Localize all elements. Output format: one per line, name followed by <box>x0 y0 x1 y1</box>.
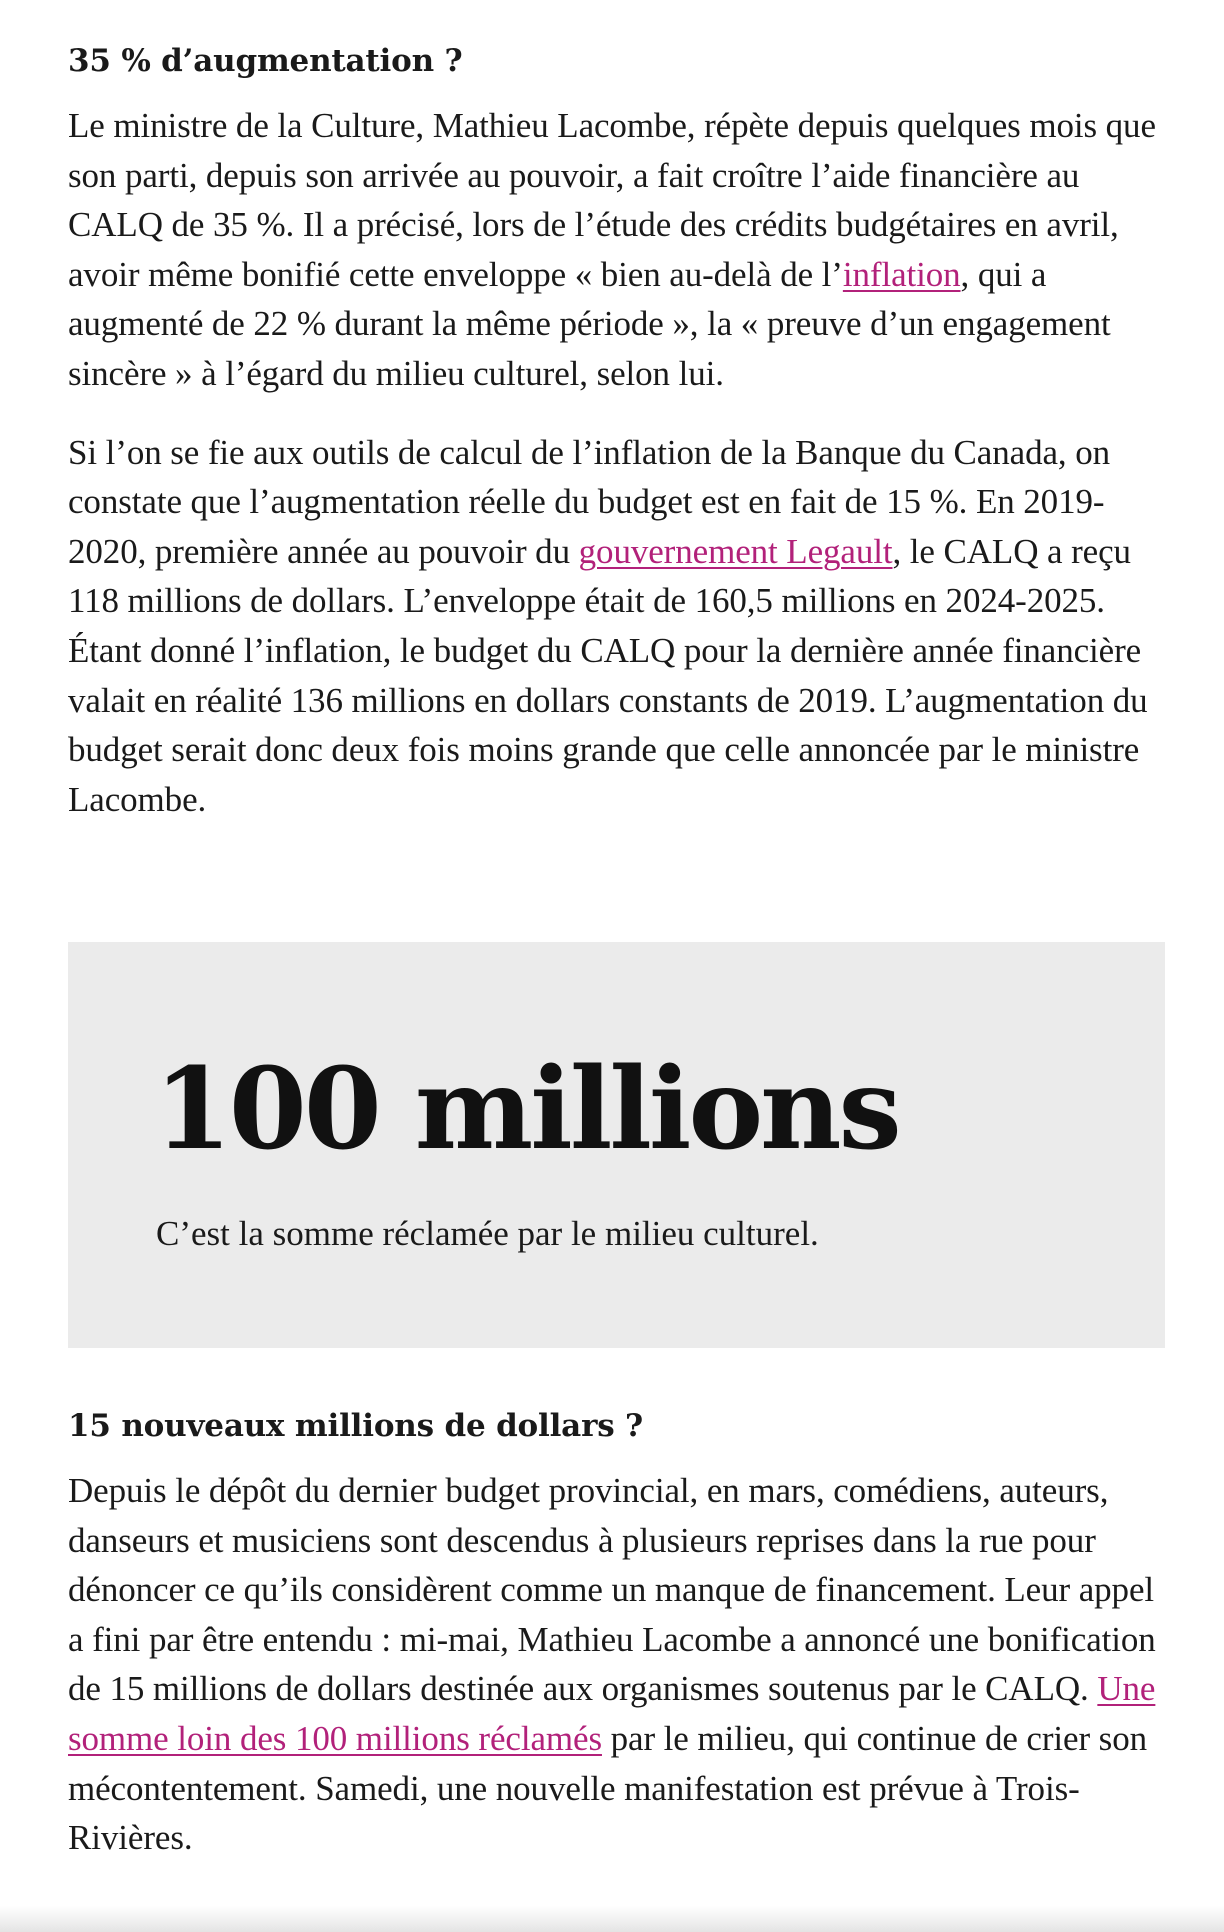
section-heading: 15 nouveaux millions de dollars ? <box>68 1408 644 1444</box>
inflation-link[interactable]: inflation <box>842 254 961 294</box>
article-section-2 <box>68 1395 1165 1863</box>
article-paragraph <box>68 1466 1165 1863</box>
paragraph-text: Depuis le dépôt du dernier budget provincial, en mars, comédiens, auteurs, danseurs et musiciens sont descendus à plusieurs reprises dans la rue pour dénoncer ce qu’ils considèrent comme un manque de financement. Leur appel a fini par être entendu : mi-mai, Mathieu Lacombe a annoncé une bonification de 15 millions de dollars destinée aux organismes soutenus par le CALQ. <box>68 1471 1156 1709</box>
stat-number: 100 millions <box>154 1044 899 1175</box>
paragraph-text: Si l’on se fie aux outils de calcul de l’inflation de la Banque du Canada, on constate que l’augmentation réelle du budget est en fait de 15 %. En 2019-2020, première année au pouvoir du <box>68 432 1111 571</box>
paragraph-text: par le milieu, qui continue de crier son mécontentement. Samedi, une nouvelle manifestation est prévue à Trois-Rivières. <box>68 1718 1147 1858</box>
stat-highlight-box <box>68 942 1165 1348</box>
paragraph-text: , qui a augmenté de 22 % durant la même période », la « preuve d’un engagement sincère » à l’égard du milieu culturel, selon lui. <box>68 254 1111 393</box>
paragraph-text: , le CALQ a reçu 118 millions de dollars. L’enveloppe était de 160,5 millions en 2024-2025. Étant donné l’inflation, le budget du CALQ pour la dernière année financière valait en réalité 136 millions en dollars constants de 2019. L’augmentation du budget serait donc deux fois moins grande que celle annoncée par le ministre Lacombe. <box>68 531 1148 819</box>
stat-caption: C’est la somme réclamée par le milieu culturel. <box>156 1214 819 1253</box>
article-paragraph <box>68 428 1165 825</box>
gouvernement-legault-link[interactable]: gouvernement Legault <box>578 531 893 571</box>
somme-loin-link[interactable]: Une somme loin des 100 millions réclamés <box>68 1669 1156 1758</box>
article-section-1 <box>68 30 1165 824</box>
section-heading: 35 % d’augmentation ? <box>68 43 463 79</box>
paragraph-text: Le ministre de la Culture, Mathieu Lacombe, répète depuis quelques mois que son parti, depuis son arrivée au pouvoir, a fait croître l’aide financière au CALQ de 35 %. Il a précisé, lors de l’étude des crédits budgétaires en avril, avoir même bonifié cette enveloppe « bien au-delà de l’ <box>68 106 1156 294</box>
article-paragraph <box>68 101 1165 399</box>
bottom-fade <box>0 1906 1224 1932</box>
